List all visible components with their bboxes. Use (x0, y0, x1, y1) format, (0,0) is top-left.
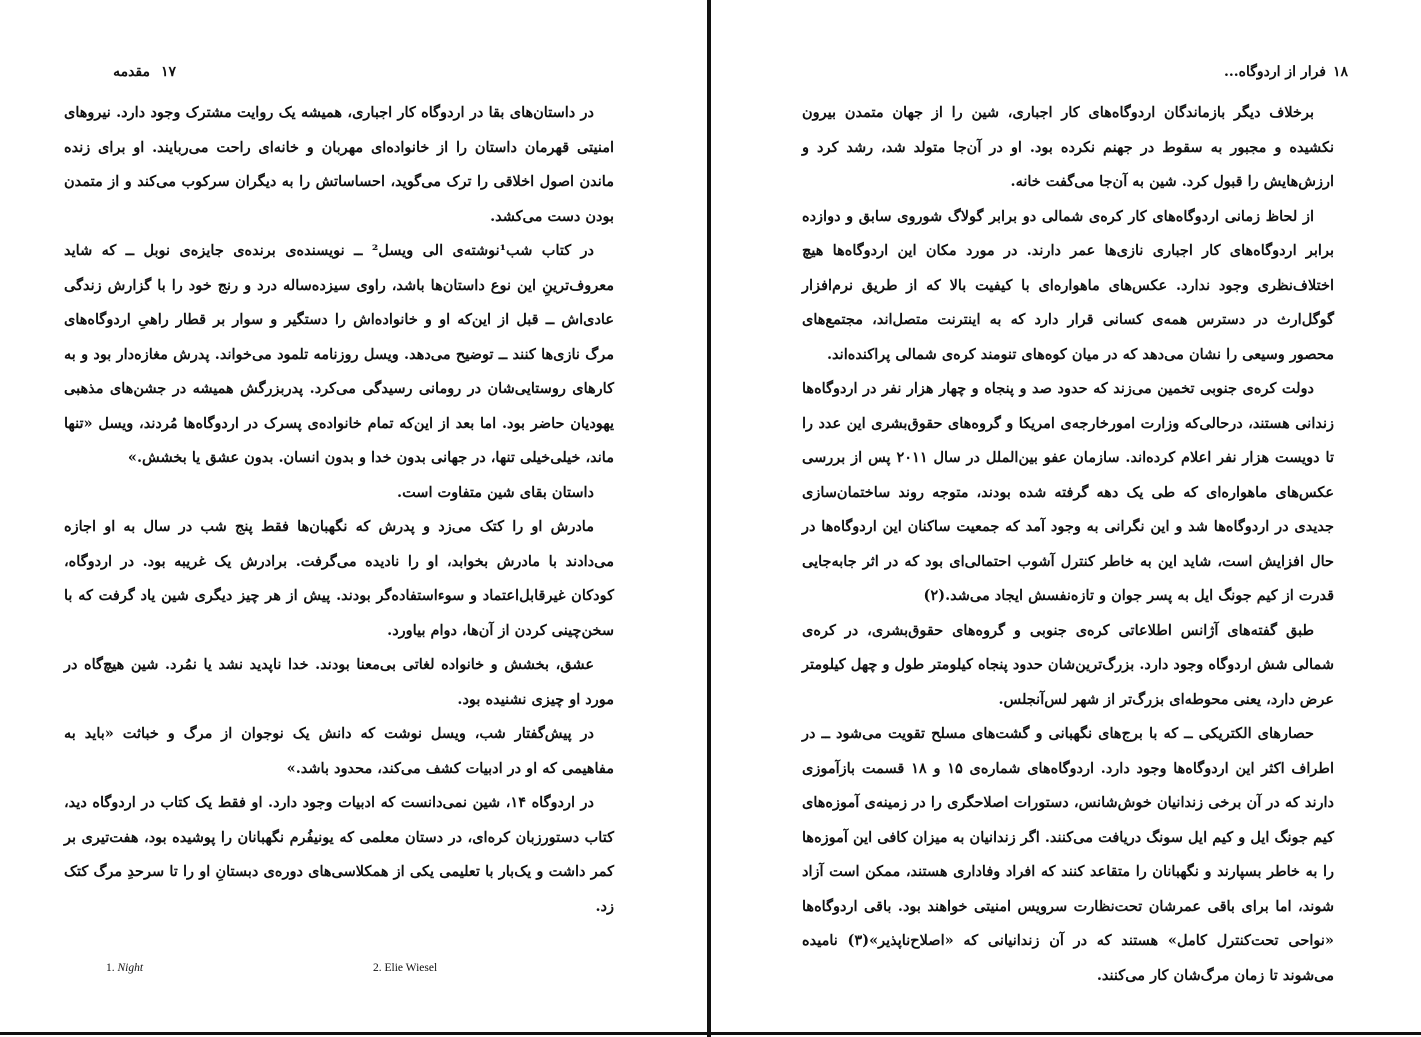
left-page-number: ۱۷ (160, 64, 176, 80)
footnote-1-marker: 1. (106, 962, 115, 974)
left-page-running-title: مقدمه (113, 64, 150, 80)
paragraph: در پیش‌گفتار شب، ویسل نوشت که دانش یک نوجوان از مرگ و خباثت «باید به مفاهیمی که او در ادبیات کشف می‌کند، محدود باشد.» (64, 725, 614, 777)
right-page-header (790, 64, 1348, 90)
footnote-1-text: Night (117, 962, 144, 974)
paragraph: مادرش او را کتک می‌زد و پدرش که نگهبان‌ها فقط پنج شب در سال به او اجازه می‌دادند با مادرش بخوابد، او را نادیده می‌گرفت. برادرش یک غریبه بود. در اردوگاه، کودکان غیرقابل‌اعتماد و سوءاستفاده‌گر بودند. پیش از هر چیز دیگری شین یاد گرفت که با سخن‌چینی کردن از آن‌ها، دوام بیاورد. (64, 518, 614, 639)
paragraph: حصارهای الکتریکی ــ که با برج‌های نگهبانی و گشت‌های مسلح تقویت می‌شود ــ در اطراف اکثر این اردوگاه‌ها وجود دارد. اردوگاه‌های شماره‌ی ۱۵ و ۱۸ قسمت بازآموزی دارند که در آن برخی زندانیان خوش‌شانس، دستورات اصلاحگری را در زمینه‌ی آموزه‌های کیم جونگ ایل و کیم ایل سونگ دریافت می‌کنند. اگر زندانیان به میزان کافی این آموزه‌ها را به خاطر بسپارند و نگهبانان را متقاعد کنند که افراد وفاداری هستند، ممکن است آزاد شوند، اما برای باقی عمرشان تحت‌نظارت سرویس امنیتی خواهند بود. باقی اردوگاه‌ها «نواحی تحت‌کنترل کامل» هستند که در آن زندانیانی که «اصلاح‌ناپذیر»(۳) نامیده می‌شوند تا زمان مرگ‌شان کار می‌کنند. (802, 725, 1334, 984)
paragraph: برخلاف دیگر بازماندگان اردوگاه‌های کار اجباری، شین را از جهان متمدن بیرون نکشیده و مجبور به سقوط در جهنم نکرده بود. او در آن‌جا متولد شد، رشد کرد و ارزش‌هایش را قبول کرد. شین به آن‌جا می‌گفت خانه. (802, 104, 1334, 190)
left-page-header (90, 64, 616, 90)
left-page-footnotes (88, 962, 618, 982)
paragraph: در کتاب شب¹نوشته‌ی الی ویسل² ــ نویسنده‌ی برنده‌ی جایزه‌ی نوبل ــ که شاید معروف‌ترینِ این نوع داستان‌ها باشد، راوی سیزده‌ساله درد و رنج خود را با گزارش زندگی عادی‌اش ــ قبل از این‌که او و خانواده‌اش را دستگیر و سوار بر قطار راهیِ اردوگاه‌های مرگ نازی‌ها کنند ــ توضیح می‌دهد. ویسل روزنامه تلمود می‌خواند. پدرش مغازه‌دار بود و به کارهای روستایی‌شان در رومانی رسیدگی می‌کرد. پدربزرگش همیشه در جشن‌های مذهبی یهودیان حاضر بود. اما بعد از این‌که تمام خانواده‌ی پسرک در اردوگاه‌ها مُردند، ویسل «تنها ماند، خیلی‌خیلی تنها، در جهانی بدون خدا و بدون انسان. بدون عشق یا بخشش.» (64, 242, 614, 466)
paragraph: در داستان‌های بقا در اردوگاه کار اجباری، همیشه یک روایت مشترک وجود دارد. نیروهای امنیتی قهرمان داستان را از خانواده‌ای مهربان و خانه‌ای راحت می‌ربایند. او برای زنده ماندن اصول اخلاقی را ترک می‌گوید، احساساتش را به دیگران سرکوب می‌کند و از متمدن بودن دست می‌کشد. (64, 104, 614, 225)
page-gutter-divider (707, 0, 711, 1037)
paragraph: از لحاظ زمانی اردوگاه‌های کار کره‌ی شمالی دو برابر گولاگ شوروی سابق و دوازده برابر اردوگاه‌های کار اجباری نازی‌ها عمر دارند. در مورد مکان این اردوگاه‌ها هیچ اختلاف‌نظری وجود ندارد. عکس‌های ماهواره‌ای با کیفیت بالا که از طریق نرم‌افزار گوگل‌ارث در دسترس همه‌ی کسانی قرار دارد که به اینترنت متصل‌اند، مجتمع‌های محصور وسیعی را نشان می‌دهد که در میان کوه‌های تنومند کره‌ی شمالی پراکنده‌اند. (802, 207, 1334, 363)
left-page-body (64, 96, 614, 924)
footnote-2-text: Elie Wiesel (384, 962, 438, 974)
paragraph: طبق گفته‌های آژانس اطلاعاتی کره‌ی جنوبی و گروه‌های حقوق‌بشری، در کره‌ی شمالی شش اردوگاه وجود دارد. بزرگ‌ترین‌شان حدود پنجاه کیلومتر طول و چهل کیلومتر عرض دارد، یعنی محوطه‌ای بزرگ‌تر از شهر لس‌آنجلس. (802, 621, 1334, 708)
right-page-body (802, 96, 1334, 993)
left-page (64, 56, 618, 1016)
right-page-running-title: فرار از اردوگاه... (1224, 64, 1326, 80)
bottom-rule (0, 1032, 1421, 1035)
paragraph: عشق، بخشش و خانواده لغاتی بی‌معنا بودند. خدا ناپدید نشد یا نمُرد. شین هیچ‌گاه در مورد او چیزی نشنیده بود. (64, 656, 614, 708)
paragraph: داستان بقای شین متفاوت است. (397, 483, 594, 501)
paragraph: در اردوگاه ۱۴، شین نمی‌دانست که ادبیات وجود دارد. او فقط یک کتاب در اردوگاه دید، کتاب دستورزبان کره‌ای، در دستان معلمی که یونیفُرم نگهبانان را پوشیده بود، هفت‌تیری بر کمر داشت و یک‌بار با تعلیمی یکی از همکلاسی‌های دوره‌ی دبستانِ او را تا سرحدِ مرگ کتک زد. (64, 794, 614, 915)
paragraph: دولت کره‌ی جنوبی تخمین می‌زند که حدود صد و پنجاه و چهار هزار نفر در اردوگاه‌ها زندانی هستند، درحالی‌که وزارت امورخارجه‌ی امریکا و گروه‌های حقوق‌بشری این عدد را تا دویست هزار نفر اعلام کرده‌اند. سازمان عفو بین‌الملل در سال ۲۰۱۱ پس از بررسی عکس‌های ماهواره‌ای که طی یک دهه گرفته شده بودند، متوجه روند ساختمان‌سازی جدیدی در اردوگاه‌ها شد و این نگرانی به وجود آمد که جمعیت ساکنان این اردوگاه‌ها در حال افزایش است، شاید این به خاطر کنترل آشوب احتمالی‌ای بود که در اثر جابه‌جایی قدرت از کیم جونگ ایل به پسر جوان و تازه‌نفسش ایجاد می‌شد.(۲) (802, 380, 1334, 604)
footnote-2 (373, 962, 437, 974)
right-page-number: ۱۸ (1332, 64, 1348, 80)
footnote-1 (106, 962, 143, 974)
footnote-2-marker: 2. (373, 962, 382, 974)
right-page (790, 56, 1348, 1016)
